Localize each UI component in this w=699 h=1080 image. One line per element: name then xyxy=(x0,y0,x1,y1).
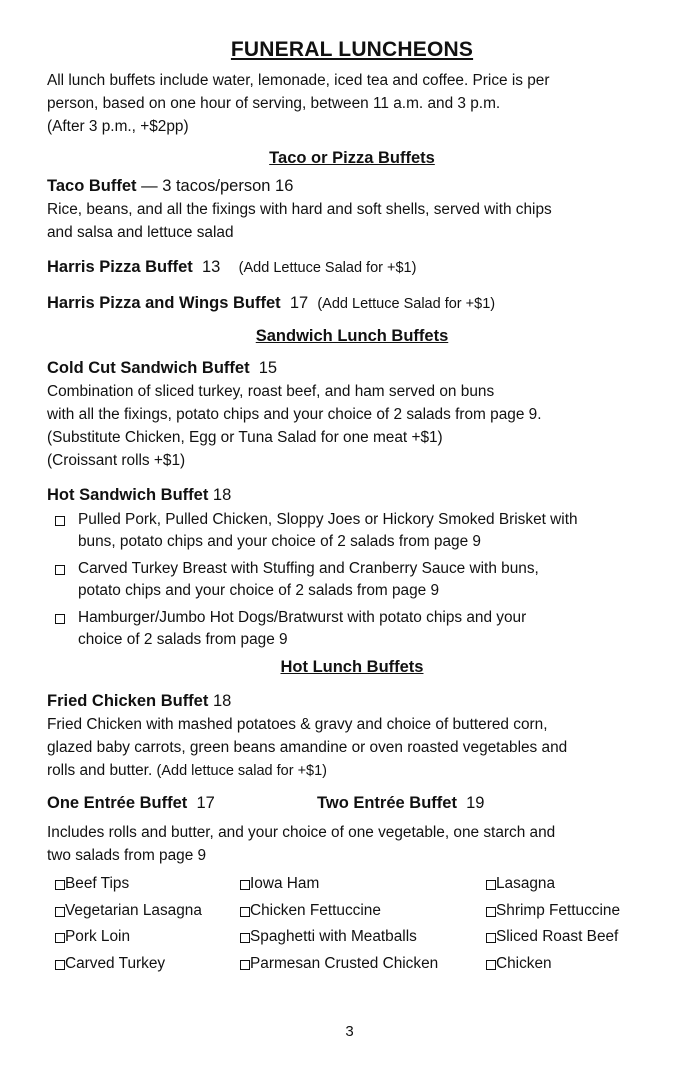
checkbox-icon xyxy=(486,960,496,970)
list-item: Hamburger/Jumbo Hot Dogs/Bratwurst with potato chips and your choice of 2 salads from page 9 xyxy=(47,607,657,651)
taco-buffet-name: Taco Buffet xyxy=(47,177,137,195)
list-item: Pulled Pork, Pulled Chicken, Sloppy Joes or Hickory Smoked Brisket with buns, potato chips and your choice of 2 salads from page 9 xyxy=(47,509,657,553)
cold-cut-buffet-name: Cold Cut Sandwich Buffet xyxy=(47,359,250,377)
checkbox-icon xyxy=(486,907,496,917)
fried-chicken-desc-line: rolls and butter. (Add lettuce salad for +$1) xyxy=(47,762,327,779)
two-entree-buffet-heading xyxy=(317,791,484,815)
cold-cut-desc-line: (Croissant rolls +$1) xyxy=(47,452,186,469)
entree-buffet-headings xyxy=(47,791,657,815)
checkbox-icon xyxy=(55,565,65,575)
intro-line: person, based on one hour of serving, between 11 a.m. and 3 p.m. xyxy=(47,95,501,112)
list-item: Pork Loin xyxy=(47,924,232,951)
list-item: Beef Tips xyxy=(47,871,232,898)
taco-buffet-heading xyxy=(47,174,657,198)
two-entree-buffet-price: 19 xyxy=(466,794,485,812)
list-item: Iowa Ham xyxy=(232,871,478,898)
checkbox-icon xyxy=(486,880,496,890)
pizza-buffet-note: (Add Lettuce Salad for +$1) xyxy=(238,260,417,276)
pizza-wings-buffet-name: Harris Pizza and Wings Buffet xyxy=(47,294,281,312)
checkbox-icon xyxy=(240,960,250,970)
hot-sandwich-buffet-heading xyxy=(47,483,657,507)
checkbox-icon xyxy=(486,933,496,943)
pizza-wings-buffet-heading xyxy=(47,291,657,316)
checkbox-icon xyxy=(240,907,250,917)
list-item: Sliced Roast Beef xyxy=(478,924,658,951)
cold-cut-desc-line: Combination of sliced turkey, roast beef, and ham served on buns xyxy=(47,383,495,400)
entree-desc-line: Includes rolls and butter, and your choice of one vegetable, one starch and xyxy=(47,824,556,841)
fried-chicken-note: (Add lettuce salad for +$1) xyxy=(156,763,327,779)
intro-line: All lunch buffets include water, lemonade, iced tea and coffee. Price is per xyxy=(47,72,550,89)
checkbox-icon xyxy=(55,933,65,943)
section-heading-taco-pizza: Taco or Pizza Buffets xyxy=(269,149,435,167)
cold-cut-buffet-heading xyxy=(47,356,657,380)
menu-page xyxy=(47,38,657,977)
list-item: Lasagna xyxy=(478,871,658,898)
list-item: Vegetarian Lasagna xyxy=(47,898,232,925)
list-item: Chicken xyxy=(478,951,658,978)
pizza-wings-buffet-note: (Add Lettuce Salad for +$1) xyxy=(317,296,496,312)
one-entree-buffet-name: One Entrée Buffet xyxy=(47,794,188,812)
list-item: Spaghetti with Meatballs xyxy=(232,924,478,951)
section-heading-hot-lunch: Hot Lunch Buffets xyxy=(280,658,424,676)
cold-cut-buffet-price: 15 xyxy=(258,359,278,377)
checkbox-icon xyxy=(240,880,250,890)
pizza-buffet-name: Harris Pizza Buffet xyxy=(47,258,193,276)
taco-desc-line: and salsa and lettuce salad xyxy=(47,224,234,241)
intro-text xyxy=(47,69,657,138)
fried-chicken-buffet-heading xyxy=(47,689,657,713)
taco-buffet-detail: — 3 tacos/person 16 xyxy=(136,177,294,195)
taco-desc-line: Rice, beans, and all the fixings with hard and soft shells, served with chips xyxy=(47,201,552,218)
hot-sandwich-buffet-price: 18 xyxy=(212,486,232,504)
hot-sandwich-buffet-name: Hot Sandwich Buffet xyxy=(47,486,209,504)
list-item: Parmesan Crusted Chicken xyxy=(232,951,478,978)
checkbox-icon xyxy=(55,960,65,970)
entree-options-grid xyxy=(47,871,657,977)
checkbox-icon xyxy=(55,907,65,917)
hot-sandwich-options xyxy=(47,509,657,651)
checkbox-icon xyxy=(55,614,65,624)
page-number: 3 xyxy=(345,1023,354,1040)
pizza-wings-buffet-price: 17 xyxy=(289,294,309,312)
checkbox-icon xyxy=(55,880,65,890)
list-item: Carved Turkey Breast with Stuffing and Cranberry Sauce with buns, potato chips and your choice of 2 salads from page 9 xyxy=(47,558,657,602)
pizza-buffet-heading xyxy=(47,255,657,280)
one-entree-buffet-price: 17 xyxy=(196,794,215,812)
fried-chicken-desc-line: Fried Chicken with mashed potatoes & gravy and choice of buttered corn, xyxy=(47,716,548,733)
entree-desc-line: two salads from page 9 xyxy=(47,847,207,864)
section-heading-sandwich: Sandwich Lunch Buffets xyxy=(255,327,449,345)
list-item: Shrimp Fettuccine xyxy=(478,898,658,925)
checkbox-icon xyxy=(55,516,65,526)
page-title: FUNERAL LUNCHEONS xyxy=(230,38,474,61)
list-item: Chicken Fettuccine xyxy=(232,898,478,925)
fried-chicken-desc-line: glazed baby carrots, green beans amandine or oven roasted vegetables and xyxy=(47,739,568,756)
two-entree-buffet-name: Two Entrée Buffet xyxy=(317,794,457,812)
cold-cut-desc-line: (Substitute Chicken, Egg or Tuna Salad for one meat +$1) xyxy=(47,429,443,446)
list-item: Carved Turkey xyxy=(47,951,232,978)
fried-chicken-buffet-name: Fried Chicken Buffet xyxy=(47,692,209,710)
intro-line: (After 3 p.m., +$2pp) xyxy=(47,118,189,135)
pizza-buffet-price: 13 xyxy=(201,258,221,276)
one-entree-buffet-heading xyxy=(47,791,317,815)
cold-cut-desc-line: with all the fixings, potato chips and your choice of 2 salads from page 9. xyxy=(47,406,542,423)
checkbox-icon xyxy=(240,933,250,943)
fried-chicken-buffet-price: 18 xyxy=(212,692,232,710)
